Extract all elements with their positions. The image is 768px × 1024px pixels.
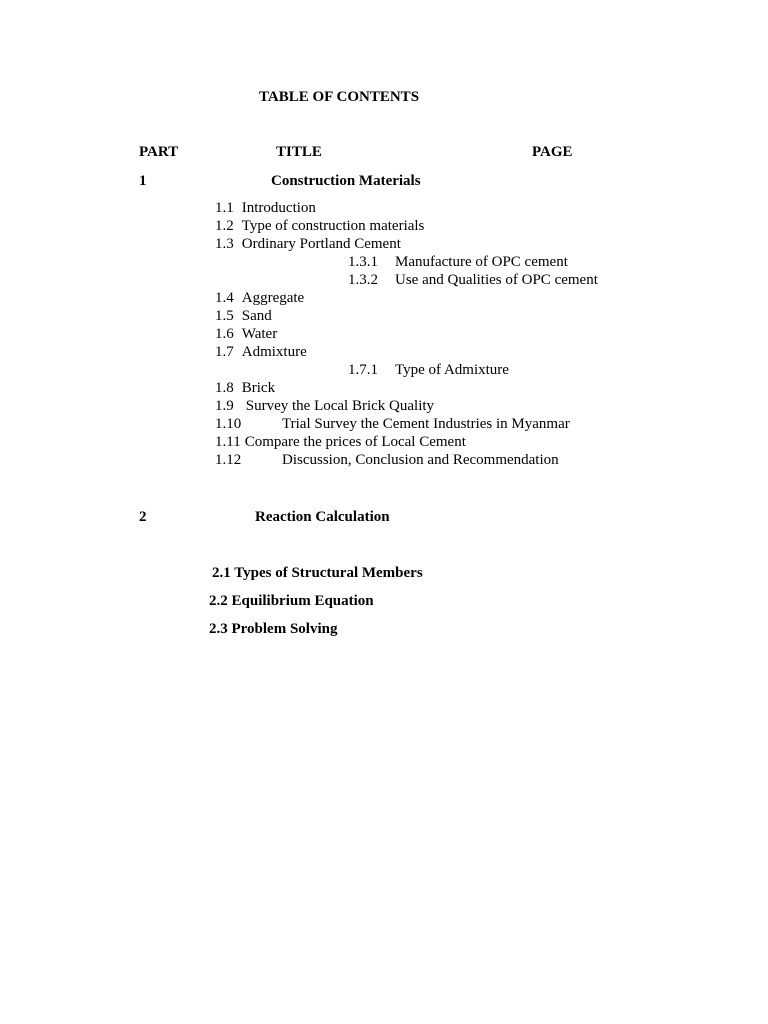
toc-entry-2-2: 2.2 Equilibrium Equation — [209, 593, 374, 609]
toc-entry-text: Ordinary Portland Cement — [241, 236, 401, 252]
part-2-number: 2 — [139, 509, 147, 525]
toc-entry-1-2 — [215, 217, 424, 235]
toc-entry-text: Sand — [241, 308, 272, 324]
toc-entry-text: Aggregate — [241, 290, 305, 306]
toc-entry-1-3-2 — [348, 271, 598, 289]
toc-entry-2-1: 2.1 Types of Structural Members — [212, 565, 423, 581]
toc-entry-number: 1.6 — [215, 326, 234, 342]
toc-entry-number: 1.3 — [215, 236, 234, 252]
column-header-page: PAGE — [532, 144, 573, 160]
toc-entry-1-10 — [215, 415, 570, 433]
toc-entry-number: 1.12 — [215, 452, 242, 468]
toc-entry-number: 1.7 — [215, 344, 234, 360]
toc-entry-text: Survey the Local Brick Quality — [245, 398, 435, 414]
toc-entry-1-12 — [215, 451, 559, 469]
toc-entry-number: 1.1 — [215, 200, 234, 216]
toc-entry-text: Trial Survey the Cement Industries in Myanmar — [282, 416, 570, 432]
toc-entry-number: 1.8 — [215, 380, 234, 396]
toc-entry-text: Introduction — [241, 200, 316, 216]
part-1-number: 1 — [139, 173, 147, 189]
toc-entry-text: Type of Admixture — [395, 362, 509, 378]
toc-entry-text: Water — [241, 326, 278, 342]
document-title: TABLE OF CONTENTS — [259, 89, 420, 105]
toc-entry-text: Type of construction materials — [241, 218, 425, 234]
toc-entry-1-7 — [215, 343, 307, 361]
toc-entry-text: Discussion, Conclusion and Recommendation — [282, 452, 559, 468]
toc-entry-text: Manufacture of OPC cement — [395, 254, 568, 270]
toc-entry-1-11 — [215, 433, 466, 451]
toc-entry-text: Use and Qualities of OPC cement — [395, 272, 598, 288]
toc-entry-text: Compare the prices of Local Cement — [244, 434, 466, 450]
toc-entry-number: 1.9 — [215, 398, 234, 414]
toc-entry-2-3: 2.3 Problem Solving — [209, 621, 338, 637]
toc-entry-number: 1.4 — [215, 290, 234, 306]
toc-entry-1-1 — [215, 199, 316, 217]
part-2-title: Reaction Calculation — [255, 509, 390, 525]
toc-entry-1-5 — [215, 307, 272, 325]
toc-entry-text: Admixture — [241, 344, 307, 360]
toc-entry-number: 1.7.1 — [348, 362, 378, 378]
column-header-part: PART — [139, 144, 179, 160]
toc-entry-1-4 — [215, 289, 304, 307]
toc-entry-number: 1.2 — [215, 218, 234, 234]
toc-entry-1-9 — [215, 397, 434, 415]
toc-entry-number: 1.3.2 — [348, 272, 378, 288]
part-1-title: Construction Materials — [271, 173, 421, 189]
toc-entry-1-3 — [215, 235, 401, 253]
toc-entry-1-6 — [215, 325, 277, 343]
toc-entry-1-7-1 — [348, 361, 509, 379]
toc-entry-text: Brick — [241, 380, 276, 396]
column-header-title: TITLE — [276, 144, 322, 160]
toc-entry-1-3-1 — [348, 253, 568, 271]
toc-entry-number: 1.3.1 — [348, 254, 378, 270]
toc-entry-number: 1.11 — [215, 434, 241, 450]
toc-entry-1-8 — [215, 379, 275, 397]
toc-entry-number: 1.5 — [215, 308, 234, 324]
toc-entry-number: 1.10 — [215, 416, 242, 432]
